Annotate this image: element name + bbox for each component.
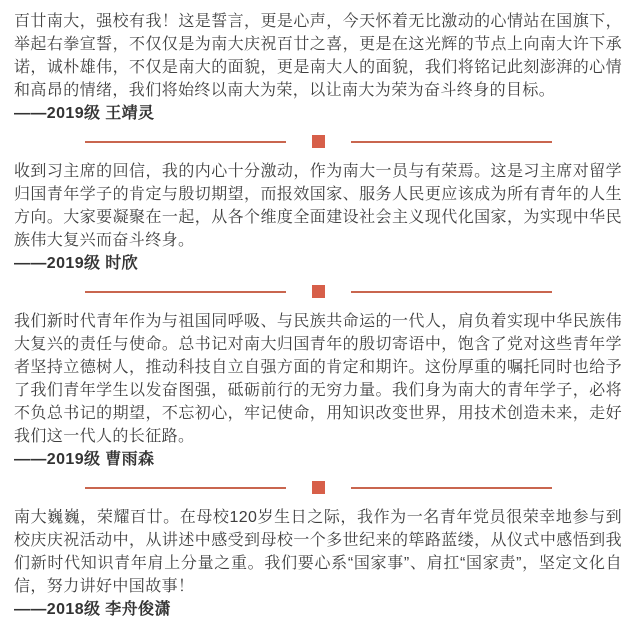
divider-square-icon <box>312 481 325 494</box>
testimonial-attribution: ——2019级 王靖灵 <box>14 105 155 122</box>
testimonial-paragraph: 我们新时代青年作为与祖国同呼吸、与民族共命运的一代人，肩负着实现中华民族伟大复兴的责任与使命。总书记对南大归国青年的殷切寄语中，饱含了党对这些青年学者坚持立德树人，推动科技自立自强方面的肯定和期许。这份厚重的嘱托同时也给予了我们青年学生以发奋图强，砥砺前行的无穷力量。我们身为南大的青年学子，必将不负总书记的期望，不忘初心，牢记使命，用知识改变世界，用技术创造未来，走好我们这一代人的长征路。 <box>14 313 622 445</box>
testimonial-section-3 <box>14 310 622 471</box>
testimonial-attribution: ——2019级 曹雨森 <box>14 451 155 468</box>
divider-line-right <box>351 291 552 293</box>
divider-line-right <box>351 487 552 489</box>
testimonial-section-2 <box>14 160 622 275</box>
testimonial-attribution: ——2019级 时欣 <box>14 255 139 272</box>
divider-line-left <box>85 291 286 293</box>
section-divider <box>14 135 622 148</box>
testimonial-paragraph: 百廿南大，强校有我！这是誓言，更是心声，今天怀着无比激动的心情站在国旗下，举起右拳宣誓，不仅仅是为南大庆祝百廿之喜，更是在这光辉的节点上向南大许下承诺，诚朴雄伟，不仅是南大的面貌，更是南大人的面貌，我们将铭记此刻澎湃的心情和高昂的情绪，我们将始终以南大为荣，以让南大为荣为奋斗终身的目标。 <box>14 13 622 99</box>
testimonial-section-1 <box>14 10 622 125</box>
divider-square-icon <box>312 285 325 298</box>
testimonial-paragraph: 收到习主席的回信，我的内心十分激动，作为南大一员与有荣焉。这是习主席对留学归国青年学子的肯定与殷切期望，而报效国家、服务人民更应该成为所有青年的人生方向。大家要凝聚在一起，从各个维度全面建设社会主义现代化国家，为实现中华民族伟大复兴而奋斗终身。 <box>14 163 622 249</box>
divider-line-left <box>85 141 286 143</box>
section-divider <box>14 285 622 298</box>
divider-square-icon <box>312 135 325 148</box>
divider-line-left <box>85 487 286 489</box>
section-divider <box>14 481 622 494</box>
testimonial-paragraph: 南大巍巍，荣耀百廿。在母校120岁生日之际，我作为一名青年党员很荣幸地参与到校庆庆祝活动中，从讲述中感受到母校一个多世纪来的筚路蓝缕，从仪式中感悟到我们新时代知识青年肩上分量之重。我们要心系“国家事”、肩扛“国家责”，坚定文化自信，努力讲好中国故事！ <box>14 509 622 595</box>
divider-line-right <box>351 141 552 143</box>
testimonial-attribution: ——2018级 李舟俊潇 <box>14 601 171 618</box>
testimonial-section-4 <box>14 506 622 621</box>
